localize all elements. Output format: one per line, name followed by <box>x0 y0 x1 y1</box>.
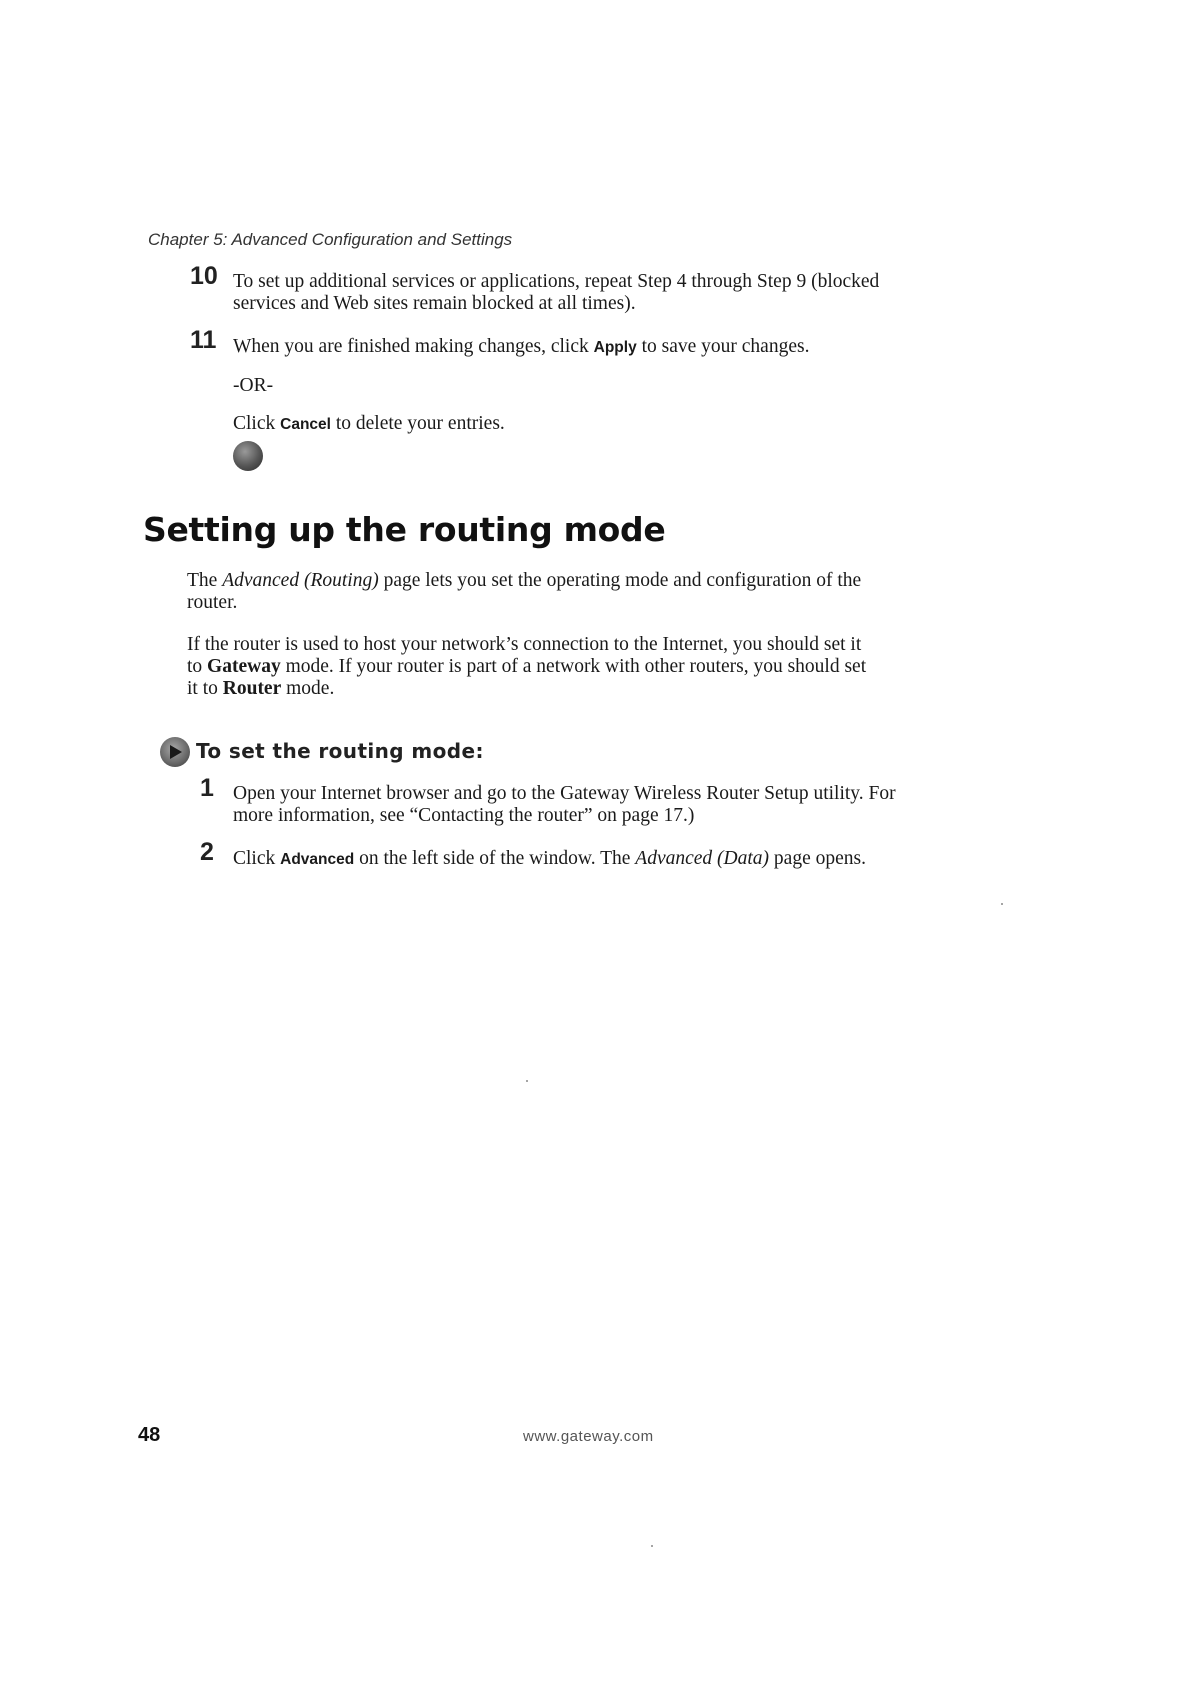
page-number: 48 <box>138 1424 161 1446</box>
step-text-part: When you are finished making changes, click <box>233 336 594 357</box>
text-part: to <box>187 656 208 677</box>
advanced-ui-label: Advanced <box>280 851 355 868</box>
paragraph-line: If the router is used to host your network’s connection to the Internet, you should set it <box>187 634 862 655</box>
text-part: it to <box>187 678 223 699</box>
paragraph-line <box>187 570 861 592</box>
play-arrow-icon <box>160 737 190 767</box>
paragraph-line <box>187 656 866 678</box>
cancel-ui-label: Cancel <box>280 416 331 433</box>
scan-speck <box>526 1080 528 1082</box>
scan-speck <box>651 1545 653 1547</box>
paragraph <box>187 570 861 614</box>
step-text <box>233 271 879 315</box>
step-text-part: to delete your entries. <box>330 413 505 434</box>
or-separator: -OR- <box>233 375 274 396</box>
footer-url: www.gateway.com <box>523 1428 654 1445</box>
step-number: 2 <box>200 838 214 866</box>
gateway-bold: Gateway <box>207 656 281 677</box>
router-bold: Router <box>222 678 282 699</box>
text-part: The <box>187 570 223 591</box>
procedure-title: To set the routing mode: <box>196 739 484 763</box>
text-part: page opens. <box>769 848 866 869</box>
step-line: Open your Internet browser and go to the Gateway Wireless Router Setup utility. For <box>233 783 896 804</box>
step-text <box>233 783 896 827</box>
end-of-procedure-bullet-icon <box>233 441 263 471</box>
text-part: Click <box>233 848 281 869</box>
step-text <box>233 336 809 359</box>
step-text-part: to save your changes. <box>636 336 810 357</box>
page-name-italic: Advanced (Data) <box>635 848 770 869</box>
step-text <box>233 848 866 871</box>
scan-speck <box>1001 903 1003 905</box>
chapter-header: Chapter 5: Advanced Configuration and Settings <box>148 230 513 249</box>
paragraph-line: router. <box>187 592 238 613</box>
step-line: To set up additional services or applications, repeat Step 4 through Step 9 (blocked <box>233 271 880 292</box>
step-number: 1 <box>200 774 214 802</box>
text-part: on the left side of the window. The <box>354 848 636 869</box>
text-part: page lets you set the operating mode and configuration of the <box>378 570 862 591</box>
text-part: mode. If your router is part of a network with other routers, you should set <box>280 656 867 677</box>
section-heading: Setting up the routing mode <box>143 510 666 549</box>
paragraph-line <box>187 678 866 700</box>
step-line: services and Web sites remain blocked at all times). <box>233 293 636 314</box>
text-part: mode. <box>281 678 335 699</box>
step-text <box>233 413 505 436</box>
step-line: more information, see “Contacting the router” on page 17.) <box>233 805 695 826</box>
page-name-italic: Advanced (Routing) <box>222 570 379 591</box>
apply-ui-label: Apply <box>593 339 637 356</box>
step-text-part: Click <box>233 413 281 434</box>
paragraph <box>187 634 866 700</box>
step-number: 10 <box>190 262 218 290</box>
step-number: 11 <box>190 326 217 354</box>
